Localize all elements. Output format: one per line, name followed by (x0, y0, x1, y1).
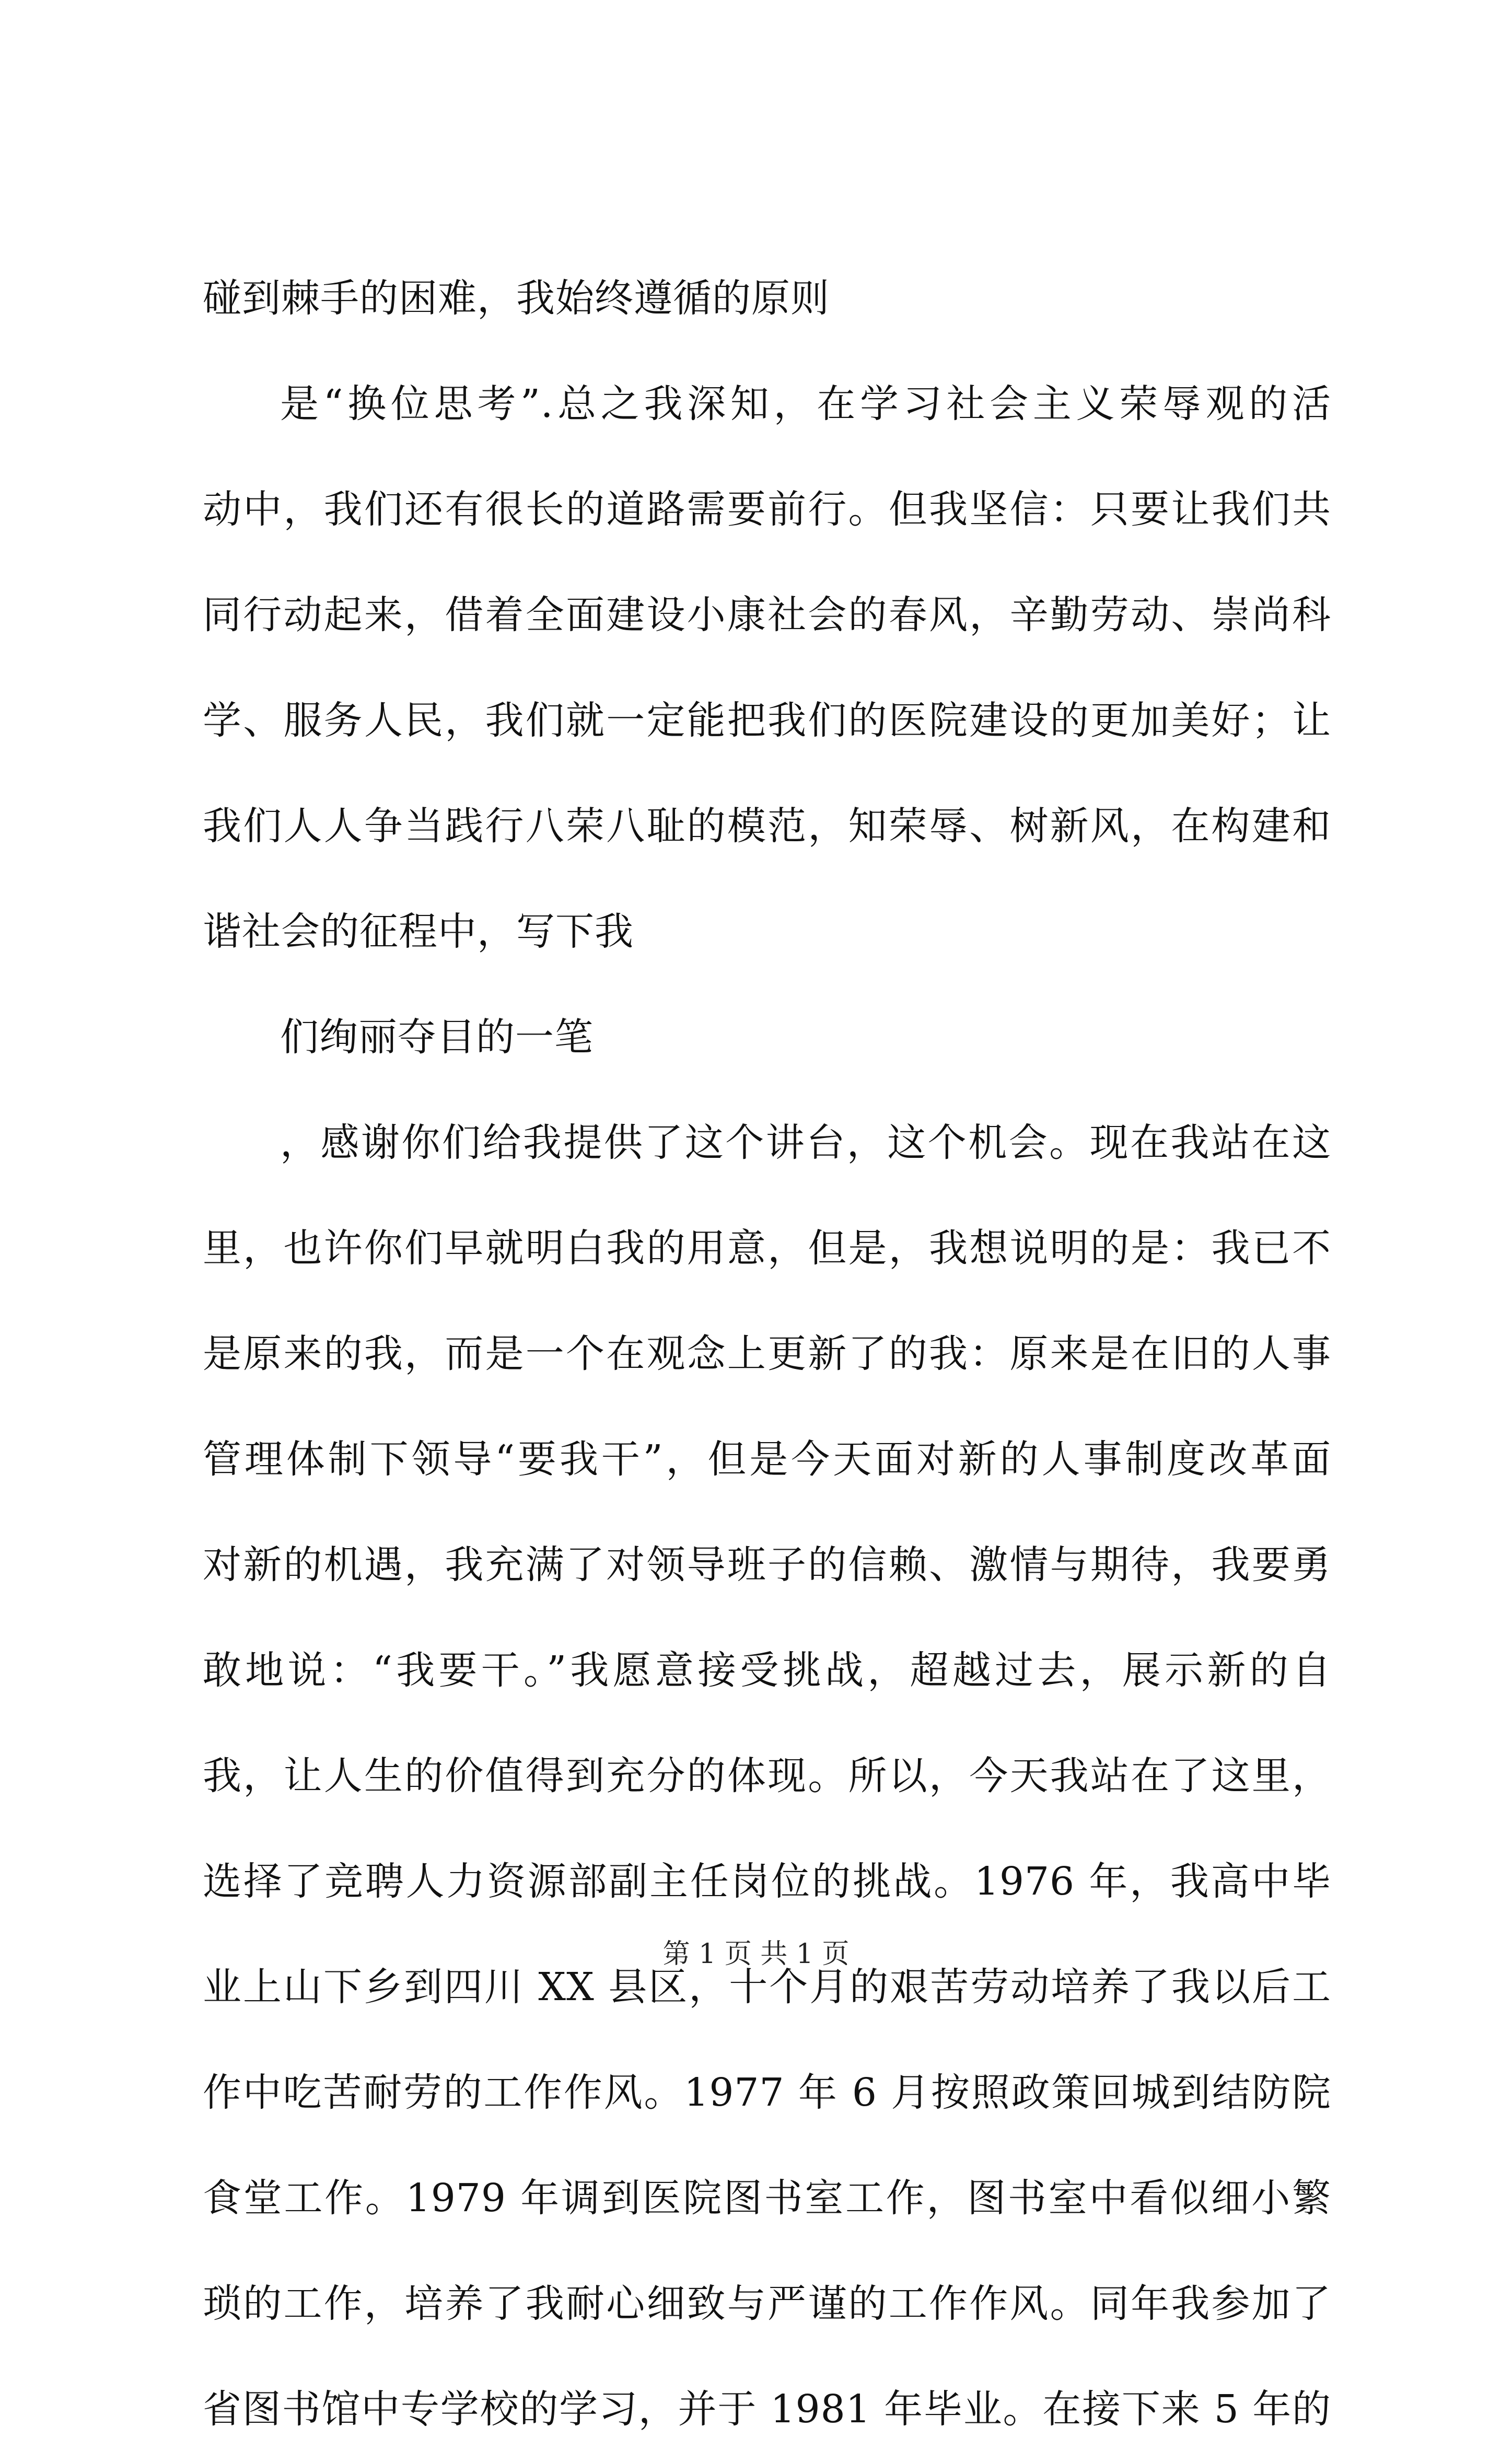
text-line: 们绚丽夺目的一笔 (280, 1015, 594, 1060)
text-line: 管理体制下领导“要我干”，但是今天面对新的人事制度改革面 (203, 1437, 1331, 1482)
text-line: 选择了竞聘人力资源部副主任岗位的挑战。1976 年，我高中毕 (203, 1859, 1331, 1904)
text-line: 业上山下乡到四川 XX 县区，十个月的艰苦劳动培养了我以后工 (203, 1965, 1331, 2010)
text-line: 谐社会的征程中，写下我 (203, 909, 634, 954)
document-body (203, 246, 1331, 2462)
text-line: 是原来的我，而是一个在观念上更新了的我：原来是在旧的人事 (203, 1331, 1331, 1376)
text-line: 动中，我们还有很长的道路需要前行。但我坚信：只要让我们共 (203, 487, 1331, 532)
text-line: 我们人人争当践行八荣八耻的模范，知荣辱、树新风，在构建和 (203, 804, 1331, 849)
text-line: 对新的机遇，我充满了对领导班子的信赖、激情与期待，我要勇 (203, 1542, 1331, 1587)
text-line: 学、服务人民，我们就一定能把我们的医院建设的更加美好；让 (203, 698, 1331, 743)
text-line: ，感谢你们给我提供了这个讲台，这个机会。现在我站在这 (280, 1120, 1331, 1165)
text-line: 里，也许你们早就明白我的用意，但是，我想说明的是：我已不 (203, 1226, 1331, 1271)
text-line: 敢地说：“我要干。”我愿意接受挑战，超越过去，展示新的自 (203, 1648, 1331, 1693)
text-line: 碰到棘手的困难，我始终遵循的原则 (203, 276, 830, 321)
text-line: 是“换位思考”.总之我深知，在学习社会主义荣辱观的活 (280, 381, 1331, 426)
text-line: 琐的工作，培养了我耐心细致与严谨的工作作风。同年我参加了 (203, 2281, 1331, 2326)
page-number-footer: 第 1 页 共 1 页 (662, 1938, 850, 1970)
text-line: 我，让人生的价值得到充分的体现。所以，今天我站在了这里， (203, 1753, 1331, 1798)
text-line: 同行动起来，借着全面建设小康社会的春风，辛勤劳动、崇尚科 (203, 593, 1331, 637)
text-line: 省图书馆中专学校的学习，并于 1981 年毕业。在接下来 5 年的 (203, 2387, 1331, 2432)
text-line: 食堂工作。1979 年调到医院图书室工作，图书室中看似细小繁 (203, 2176, 1331, 2221)
text-line: 作中吃苦耐劳的工作作风。1977 年 6 月按照政策回城到结防院 (203, 2070, 1331, 2115)
